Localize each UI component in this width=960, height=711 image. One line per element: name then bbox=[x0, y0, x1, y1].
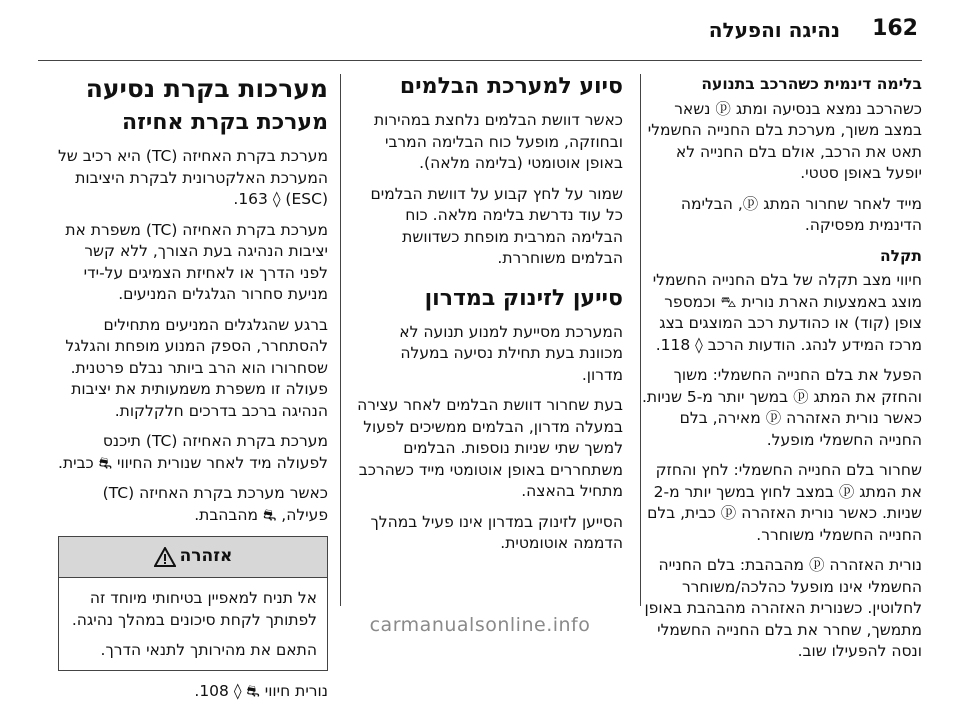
paragraph: אל תניח למאפיין בטיחותי מיוחד זה לפתותך לקחת סיכונים במהלך נהיגה. bbox=[71, 589, 317, 629]
paragraph: שחרור בלם החנייה החשמלי: לחץ והחזק את המתג ⓟ במצב לחוץ במשך יותר מ-2 שניות. כאשר נורית האזהרה ⓟ כבית, בלם החנייה החשמלי משוחרר. bbox=[647, 461, 922, 544]
paragraph: כאשר מערכת בקרת האחיזה (TC) פעילה, ⛐ מהבהבת. bbox=[102, 484, 328, 524]
paragraph: כשהרכב נמצא בנסיעה ומתג ⓟ נשאר במצב משוך, מערכת בלם החנייה החשמלי תאט את הרכב, אולם בלם החנייה לא יופעל באופן סטטי. bbox=[647, 99, 922, 182]
header-rule bbox=[38, 60, 922, 61]
section-heading-brake-assist: סיוע למערכת הבלמים bbox=[399, 74, 623, 99]
paragraph: נורית האזהרה ⓟ מהבהבת: בלם החנייה החשמלי אינו מופעל כהלכה/משוחרר לחלוטין. כשנורית האזהרה מהבהבת באופן מתמשך, שחרר את בלם החנייה החשמלי ונסה להפעילו שוב. bbox=[644, 556, 922, 660]
paragraph: בעת שחרור דוושת הבלמים לאחר עצירה במעלה מדרון, הבלמים ממשיכים לפעול למשך שתי שניות נוספות. הבלמים משתחררים באופן אוטומטי מייד כשהרכב מתחיל בהאצה. bbox=[357, 396, 623, 500]
column-divider bbox=[340, 74, 341, 606]
page-title: נהיגה והפעלה bbox=[708, 18, 840, 42]
paragraph: מערכת בקרת האחיזה (TC) תיכנס לפעולה מיד לאחר שנורית החיווי ⛐ כבית. bbox=[58, 432, 328, 472]
paragraph: כאשר דוושת הבלמים נלחצת במהירות ובחוזקה, מופעל כוח הבלימה המרבי באופן אוטומטי (בלימה מלאה). bbox=[373, 111, 623, 172]
warning-header bbox=[59, 537, 327, 578]
paragraph: חיווי מצב תקלה של בלם החנייה החשמלי מוצג באמצעות הארת נורית ⛍ וכמספר צופן (קוד) או כהודעת רכב המוצגים בצג מרכז המידע לנהג. הודעות הרכב ◊ 118. bbox=[652, 271, 922, 354]
warning-title: אזהרה bbox=[179, 546, 233, 567]
warning-triangle-icon bbox=[154, 547, 176, 567]
paragraph: המערכת מסייעת למנוע תנועה לא מכוונת בעת תחילת נסיעה במעלה מדרון. bbox=[399, 322, 623, 384]
section-heading-ride-control: מערכות בקרת נסיעה bbox=[85, 74, 328, 103]
page-header bbox=[0, 0, 960, 62]
section-heading-dynamic-braking: בלימה דינמית כשהרכב בתנועה bbox=[701, 75, 922, 93]
section-heading-traction-control: מערכת בקרת אחיזה bbox=[121, 110, 328, 135]
page-number: 162 bbox=[872, 16, 918, 41]
paragraph: מערכת בקרת האחיזה (TC) היא רכיב של המערכת האלקטרונית לבקרת היציבות (ESC) ◊ 163. bbox=[57, 147, 328, 208]
paragraph: שמור על לחץ קבוע על דוושת הבלמים כל עוד נדרשת בלימה מלאה. כוח הבלימה המרבית מופחת כשדוושת הבלמים משוחררת. bbox=[370, 184, 623, 267]
watermark: carmanualsonline.info bbox=[369, 614, 591, 636]
paragraph: מייד לאחר שחרור המתג ⓟ, הבלימה הדינמית מפסיקה. bbox=[680, 194, 922, 234]
column-electric-parking-brake bbox=[640, 74, 922, 672]
paragraph: הפעל את בלם החנייה החשמלי: משוך והחזק את המתג ⓟ במשך יותר מ-5 שניות. כאשר נורית האזהרה ⓟ מאירה, בלם החנייה החשמלי מופעל. bbox=[641, 366, 922, 449]
paragraph: מערכת בקרת האחיזה (TC) משפרת את יציבות הנהיגה בעת הצורך, ללא קשר לפני הדרך או לאחיזת הצמיגים על-ידי מניעת סחרור הגלגלים המניעים. bbox=[65, 220, 328, 303]
paragraph: הסייען לזינוק במדרון אינו פעיל במהלך הדממה אוטומטית. bbox=[370, 512, 623, 552]
column-brake-assist bbox=[355, 74, 623, 564]
paragraph: התאם את מהירותך לתנאי הדרך. bbox=[100, 641, 317, 659]
section-heading-hill-start-assist: סייען לזינוק במדרון bbox=[424, 285, 623, 311]
section-heading-fault: תקלה bbox=[879, 246, 922, 265]
warning-box bbox=[58, 536, 328, 671]
paragraph: נורית חיווי ⛐ ◊ 108. bbox=[194, 681, 328, 700]
paragraph: ברגע שהגלגלים המניעים מתחילים להסתחרר, הספק המנוע מופחת והגלגל שסחרורו הוא הרב ביותר נבלם פרטנית. פעולה זו משפרת משמעותית את יציבות הנהיגה ברכב בדרכים חלקלקות. bbox=[65, 315, 328, 420]
column-divider bbox=[640, 74, 641, 606]
